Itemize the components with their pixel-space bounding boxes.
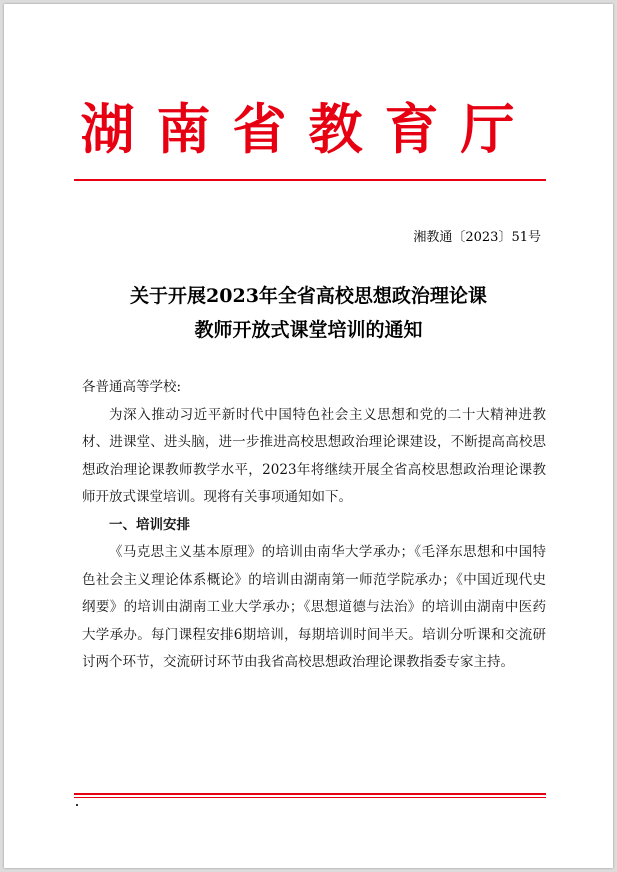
intro-paragraph: 为深入推动习近平新时代中国特色社会主义思想和党的二十大精神进教材、进课堂、进头脑，进一步推进高校思想政治理论课建设，不断提高高校思想政治理论课教师教学水平，2023年将继续开展全省高校思想政治理论课教师开放式课堂培训。现将有关事项通知如下。 bbox=[82, 406, 546, 505]
document-body bbox=[82, 374, 546, 677]
red-divider-bottom-thin bbox=[74, 797, 546, 798]
page-mark bbox=[76, 804, 78, 806]
document-page bbox=[4, 4, 613, 868]
salutation: 各普通高等学校: bbox=[82, 379, 182, 395]
training-paragraph: 《马克思主义基本原理》的培训由南华大学承办；《毛泽东思想和中国特色社会主义理论体系概论》的培训由湖南第一师范学院承办；《中国近现代史纲要》的培训由湖南工业大学承办；《思想道德与法治》的培训由湖南中医药大学承办。每门课程安排6期培训，每期培训时间半天。培训分听课和交流研讨两个环节，交流研讨环节由我省高校思想政治理论课教指委专家主持。 bbox=[82, 544, 546, 670]
title-line-2: 教师开放式课堂培训的通知 bbox=[194, 319, 423, 341]
document-number: 湘教通〔2023〕51号 bbox=[413, 230, 541, 245]
document-title bbox=[4, 279, 613, 347]
section-heading-training: 一、培训安排 bbox=[109, 516, 190, 533]
title-line-1: 关于开展2023年全省高校思想政治理论课 bbox=[130, 285, 487, 307]
red-divider-top bbox=[74, 179, 546, 181]
red-divider-bottom bbox=[74, 793, 546, 795]
issuer-masthead: 湖南省教育厅 bbox=[80, 97, 537, 161]
